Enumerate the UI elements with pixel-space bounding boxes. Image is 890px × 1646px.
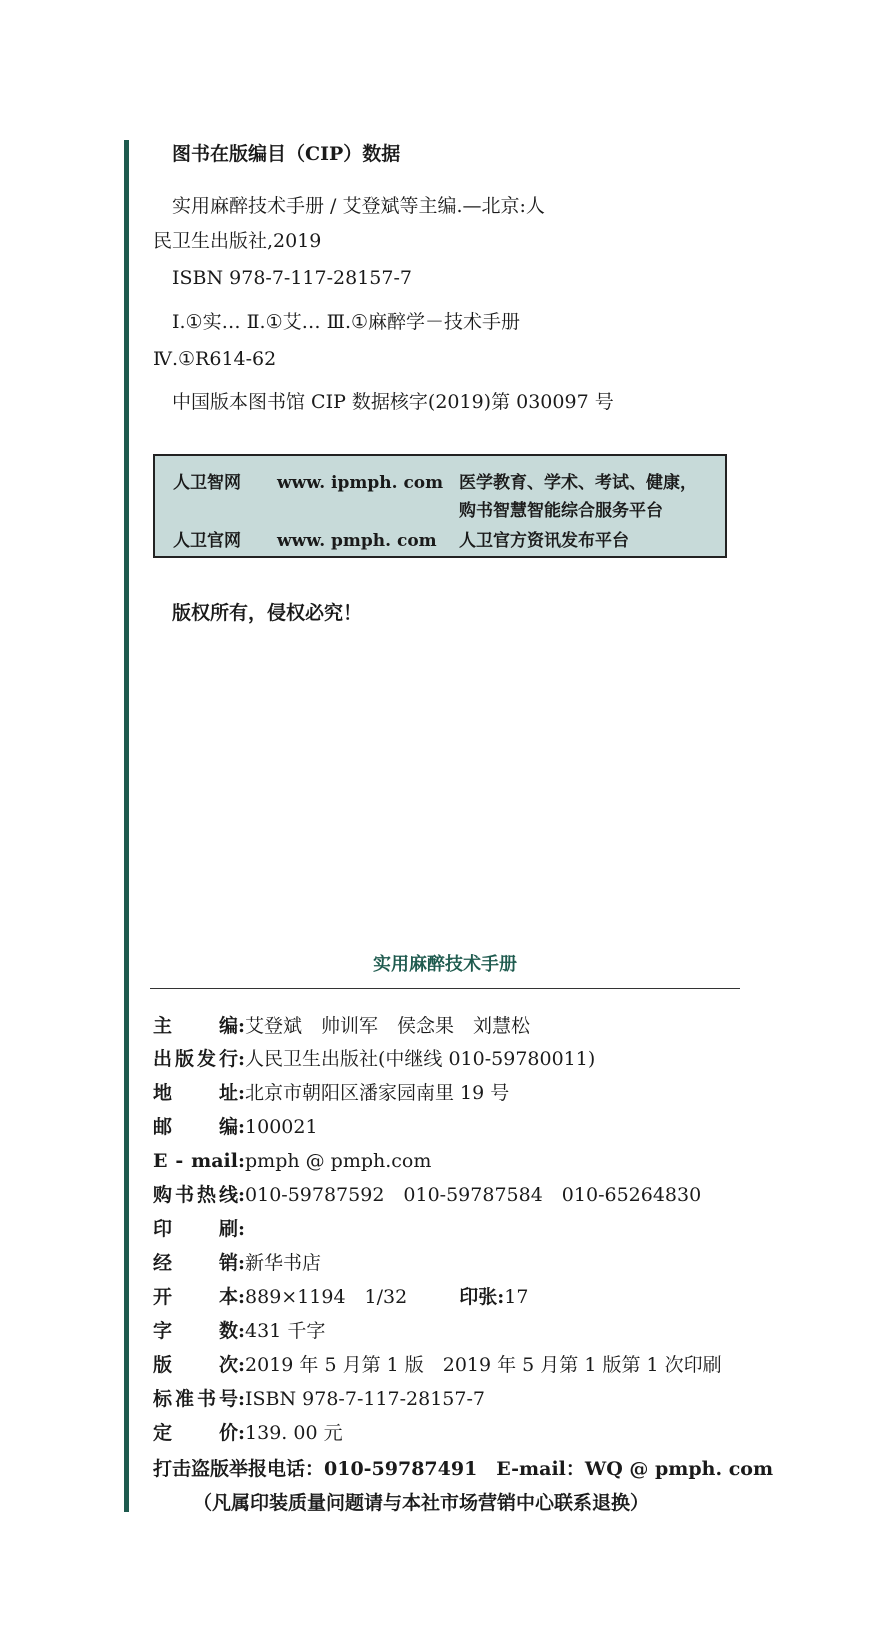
info-label: 经销 [153,1252,238,1274]
info-label: 邮编 [153,1116,238,1138]
website-row-pmph [173,526,629,551]
website-url[interactable]: www. pmph. com [277,531,437,551]
website-url[interactable]: www. ipmph. com [277,473,444,493]
info-postcode: 邮编:100021 [153,1116,318,1138]
website-info-box [153,454,727,558]
info-value: 139. 00 元 [245,1422,343,1444]
info-label: 字数 [153,1320,238,1342]
info-label: 购书热线 [153,1184,238,1206]
info-value: ISBN 978-7-117-28157-7 [245,1388,485,1410]
info-price: 定价:139. 00 元 [153,1422,343,1444]
info-words: 字数:431 千字 [153,1320,326,1342]
info-label: E - mail [153,1150,238,1172]
info-edition: 版次:2019 年 5 月第 1 版 2019 年 5 月第 1 版第 1 次印刷 [153,1354,722,1376]
info-value: 100021 [245,1116,318,1138]
copyright-notice: 版权所有，侵权必究！ [172,602,363,624]
left-margin-rule [124,140,129,1512]
info-label: 印刷 [153,1218,238,1240]
info-value: 新华书店 [245,1252,322,1274]
cip-isbn: ISBN 978-7-117-28157-7 [172,267,412,289]
info-address: 地址:北京市朝阳区潘家园南里 19 号 [153,1082,510,1104]
info-label: 版次 [153,1354,238,1376]
info-editors: 主编:艾登斌 帅训军 侯念果 刘慧松 [153,1015,531,1037]
website-desc: 人卫官方资讯发布平台 [459,531,629,551]
info-publisher: 出版发行:人民卫生出版社(中继线 010-59780011) [153,1048,596,1070]
cip-title: 图书在版编目（CIP）数据 [172,143,401,165]
info-printer: 印刷: [153,1218,246,1240]
website-desc: 医学教育、学术、考试、健康， [459,473,697,493]
info-label: 开本 [153,1286,238,1308]
cip-classification: Ⅰ.①实… Ⅱ.①艾… Ⅲ.①麻醉学－技术手册 [172,311,521,333]
info-value: 010-59787592 010-59787584 010-65264830 [245,1184,702,1206]
cip-line-1: 实用麻醉技术手册 / 艾登斌等主编.—北京:人 [172,195,545,217]
info-isbn: 标准书号:ISBN 978-7-117-28157-7 [153,1388,485,1410]
anti-piracy-line: 打击盗版举报电话：010-59787491 E-mail：WQ @ pmph. com [153,1458,774,1480]
info-value: 889×1194 1/32 [245,1286,408,1308]
info-sheets-value: 17 [504,1286,529,1308]
info-label: 地址 [153,1082,238,1104]
info-value: 人民卫生出版社(中继线 010-59780011) [245,1048,596,1070]
info-label: 出版发行 [153,1048,238,1070]
info-hotline: 购书热线:010-59787592 010-59787584 010-65264830 [153,1184,702,1206]
info-format: 开本:889×1194 1/32 印张:17 [153,1286,529,1308]
cip-class-number: Ⅳ.①R614-62 [153,348,277,370]
info-sheets-label: 印张: [459,1286,505,1308]
info-value: 艾登斌 帅训军 侯念果 刘慧松 [245,1015,531,1037]
divider [150,988,740,989]
cip-record-number: 中国版本图书馆 CIP 数据核字(2019)第 030097 号 [172,391,614,413]
info-value: 2019 年 5 月第 1 版 2019 年 5 月第 1 版第 1 次印刷 [245,1354,722,1376]
website-desc-continued: 购书智慧智能综合服务平台 [459,501,663,521]
info-label: 定价 [153,1422,238,1444]
info-distributor: 经销:新华书店 [153,1252,322,1274]
info-label: 标准书号 [153,1388,238,1410]
website-row-ipmph [173,468,697,493]
book-title: 实用麻醉技术手册 [373,954,517,975]
info-value: 北京市朝阳区潘家园南里 19 号 [245,1082,510,1104]
info-email: E - mail:pmph @ pmph.com [153,1150,432,1172]
info-label: 主编 [153,1015,238,1037]
website-name: 人卫智网 [173,473,241,493]
info-value: 431 千字 [245,1320,326,1342]
website-name: 人卫官网 [173,531,241,551]
info-value[interactable]: pmph @ pmph.com [245,1150,432,1172]
cip-line-2: 民卫生出版社,2019 [153,230,322,252]
quality-notice: （凡属印装质量问题请与本社市场营销中心联系退换） [193,1492,650,1514]
